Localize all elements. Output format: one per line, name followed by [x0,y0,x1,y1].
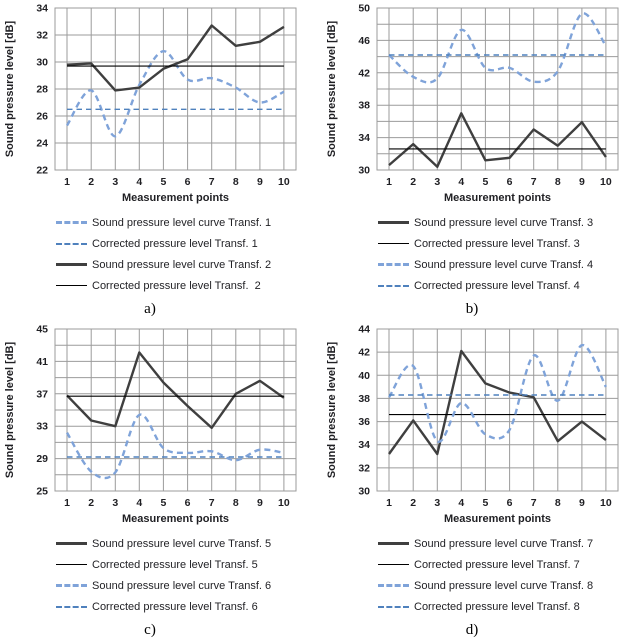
legend-line-sample [56,564,87,565]
y-tick-label: 32 [358,462,370,475]
legend-label: Sound pressure level curve Transf. 1 [92,216,272,229]
legend-item [378,254,644,275]
x-tick-label: 4 [458,497,465,509]
legend-item [56,212,322,233]
legend-line-sample [56,285,87,286]
y-axis-title: Sound pressure level [dB] [326,20,338,158]
y-tick-label: 36 [358,416,370,429]
x-tick-label: 7 [530,497,537,509]
y-tick-label: 38 [358,392,370,405]
y-tick-label: 34 [358,439,370,452]
panel-a [0,0,322,321]
legend-c [56,533,322,617]
y-tick-label: 45 [36,323,48,336]
x-tick-label: 6 [506,176,513,188]
y-tick-label: 30 [36,56,48,69]
x-tick-label: 3 [434,497,441,509]
y-tick-label: 22 [36,164,48,177]
legend-line-sample [378,263,409,266]
x-axis-title: Measurement points [122,192,229,204]
x-tick-label: 3 [112,497,119,509]
legend-label: Sound pressure level curve Transf. 8 [414,579,594,592]
x-tick-label: 1 [386,176,392,188]
x-tick-label: 7 [208,176,215,188]
x-tick-label: 3 [112,176,119,188]
x-tick-label: 10 [278,176,290,188]
x-tick-label: 2 [88,497,95,509]
x-tick-label: 7 [208,497,215,509]
legend-label: Sound pressure level curve Transf. 2 [92,258,272,271]
panel-label-c: c) [144,622,156,638]
y-tick-label: 24 [36,137,48,150]
x-tick-label: 9 [256,176,263,188]
y-tick-label: 33 [36,420,48,433]
panel-c [0,321,322,642]
legend-label: Sound pressure level curve Transf. 4 [414,258,594,271]
panel-label-b: b) [465,301,479,317]
y-tick-label: 30 [358,164,370,177]
y-tick-label: 50 [358,2,370,15]
legend-label: Corrected pressure level Transf. 5 [92,558,258,571]
legend-label: Corrected pressure level Transf. 7 [414,558,580,571]
legend-label: Corrected pressure level Transf. 3 [414,237,580,250]
legend-a [56,212,322,296]
x-tick-label: 5 [160,176,167,188]
legend-item [378,575,644,596]
legend-line-sample [56,542,87,545]
x-tick-label: 10 [278,497,290,509]
x-tick-label: 6 [506,497,513,509]
x-tick-label: 2 [410,497,417,509]
panel-d [322,321,644,642]
series-line [67,415,284,479]
x-tick-label: 5 [160,497,167,509]
y-axis-title: Sound pressure level [dB] [4,341,16,479]
legend-label: Sound pressure level curve Transf. 3 [414,216,594,229]
y-tick-label: 40 [358,369,370,382]
y-tick-label: 30 [358,485,370,498]
panel-label-d: d) [465,622,479,638]
x-tick-label: 4 [136,176,143,188]
y-tick-label: 46 [358,34,370,47]
y-tick-label: 28 [36,83,48,96]
x-tick-label: 8 [554,176,561,188]
x-tick-label: 1 [386,497,392,509]
legend-label: Corrected pressure level Transf. 6 [92,600,258,613]
legend-d [378,533,644,617]
chart-a [0,0,322,206]
y-tick-label: 44 [358,323,370,336]
legend-item [378,533,644,554]
legend-label: Corrected pressure level Transf. 4 [414,279,580,292]
y-tick-label: 42 [358,67,370,80]
y-axis-title: Sound pressure level [dB] [4,20,16,158]
series-line [389,351,606,454]
legend-line-sample [56,606,87,608]
x-tick-label: 1 [64,497,70,509]
y-tick-label: 29 [36,453,48,466]
legend-item [56,254,322,275]
x-axis-title: Measurement points [122,513,229,525]
legend-item [378,212,644,233]
legend-line-sample [378,584,409,587]
legend-line-sample [56,263,87,266]
x-tick-label: 9 [578,497,585,509]
x-tick-label: 1 [64,176,70,188]
panel-label-a: a) [144,301,156,317]
legend-label: Sound pressure level curve Transf. 5 [92,537,272,550]
panel-b [322,0,644,321]
legend-line-sample [56,584,87,587]
y-tick-label: 37 [36,388,48,401]
y-tick-label: 42 [358,346,370,359]
legend-item [56,554,322,575]
chart-c [0,321,322,527]
y-tick-label: 41 [36,355,48,368]
legend-line-sample [378,243,409,244]
y-tick-label: 34 [358,132,370,145]
legend-line-sample [378,542,409,545]
legend-line-sample [378,285,409,287]
y-tick-label: 26 [36,110,48,123]
x-axis-title: Measurement points [444,192,551,204]
x-tick-label: 8 [232,497,239,509]
x-tick-label: 6 [184,176,191,188]
legend-item [56,233,322,254]
y-tick-label: 38 [358,99,370,112]
x-tick-label: 4 [136,497,143,509]
y-axis-title: Sound pressure level [dB] [326,341,338,479]
x-tick-label: 7 [530,176,537,188]
legend-b [378,212,644,296]
x-tick-label: 5 [482,497,489,509]
x-tick-label: 8 [554,497,561,509]
legend-label: Sound pressure level curve Transf. 6 [92,579,272,592]
legend-item [378,554,644,575]
x-tick-label: 8 [232,176,239,188]
legend-item [378,275,644,296]
legend-line-sample [378,606,409,608]
x-tick-label: 5 [482,176,489,188]
legend-item [56,533,322,554]
series-line [67,353,284,428]
legend-line-sample [56,221,87,224]
x-axis-title: Measurement points [444,513,551,525]
legend-label: Corrected pressure level Transf. 8 [414,600,580,613]
x-tick-label: 4 [458,176,465,188]
chart-d [322,321,644,527]
legend-label: Corrected pressure level Transf. 2 [92,279,261,292]
x-tick-label: 10 [600,497,612,509]
legend-line-sample [378,221,409,224]
x-tick-label: 9 [578,176,585,188]
legend-item [56,275,322,296]
x-tick-label: 10 [600,176,612,188]
chart-b [322,0,644,206]
legend-item [378,233,644,254]
x-tick-label: 2 [88,176,95,188]
series-line [389,13,606,82]
x-tick-label: 2 [410,176,417,188]
legend-item [378,596,644,617]
legend-label: Corrected pressure level Transf. 1 [92,237,258,250]
y-tick-label: 25 [36,485,48,498]
legend-line-sample [56,243,87,245]
x-tick-label: 3 [434,176,441,188]
legend-label: Sound pressure level curve Transf. 7 [414,537,594,550]
legend-line-sample [378,564,409,565]
x-tick-label: 9 [256,497,263,509]
x-tick-label: 6 [184,497,191,509]
y-tick-label: 34 [36,2,48,15]
legend-item [56,596,322,617]
legend-item [56,575,322,596]
y-tick-label: 32 [36,29,48,42]
